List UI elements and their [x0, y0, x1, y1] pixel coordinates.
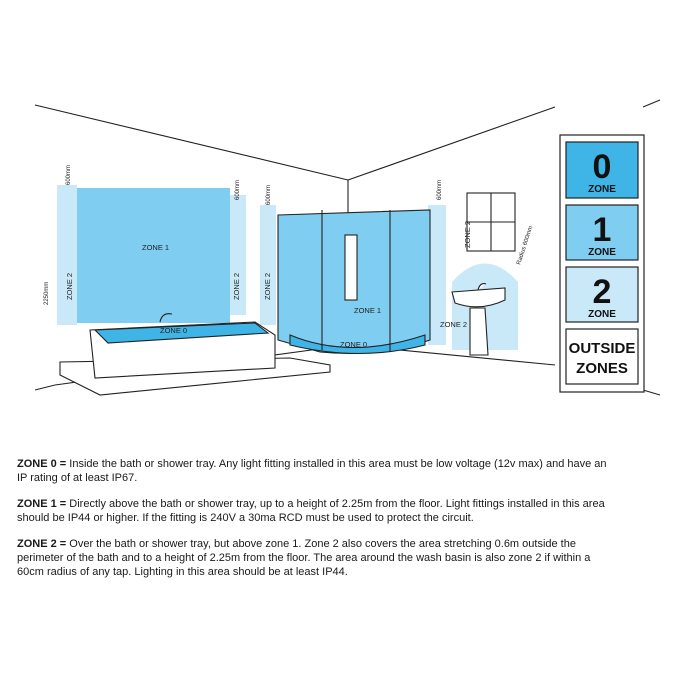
zone-2-right-label: ZONE 2	[263, 272, 272, 300]
key-outside-line2: ZONES	[576, 360, 628, 377]
note-zone-2-text: Over the bath or shower tray, but above zone 1. Zone 2 also covers the area stretching 0.6m outside the perimeter of the bath and to a height of 2.25m from the floor. The area around the wash basin is also zone 2 if within a 60cm radius of any tap. Lighting in this area should be at least IP44.	[17, 538, 591, 578]
key-zone-1-number: 1	[592, 211, 612, 249]
key-zone-0-word: ZONE	[588, 184, 616, 195]
zone-2-left-label: ZONE 2	[65, 272, 74, 300]
zone-key	[560, 135, 644, 392]
key-outside-line1: OUTSIDE	[568, 340, 636, 357]
zone-1-bath-area	[77, 188, 230, 323]
dim-2250: 2250mm	[44, 281, 50, 305]
note-zone-0-title: ZONE 0 =	[17, 458, 67, 470]
zone-1-bath-label: ZONE 1	[142, 243, 170, 252]
dim-600-left: 600mm	[66, 164, 72, 185]
key-zone-0-number: 0	[592, 148, 612, 186]
zone-0-shower-label: ZONE 0	[340, 340, 368, 349]
zone-2-left-strip	[57, 185, 77, 325]
zone-notes	[17, 457, 617, 591]
key-zone-2-number: 2	[592, 273, 612, 311]
note-zone-0	[17, 457, 617, 485]
note-zone-1	[17, 497, 617, 525]
zone-2-mid-label: ZONE 2	[232, 272, 241, 300]
note-zone-0-text: Inside the bath or shower tray. Any light fitting installed in this area must be low voltage (12v max) and have an IP rating of at least IP67.	[17, 458, 607, 484]
note-zone-1-title: ZONE 1 =	[17, 498, 67, 510]
dim-600-shower: 600mm	[437, 179, 443, 200]
shower-enclosure	[278, 210, 430, 354]
zone-2-window-label: ZONE 2	[463, 220, 472, 248]
key-zone-1-word: ZONE	[588, 247, 616, 258]
dim-600-right: 600mm	[266, 184, 272, 205]
note-zone-2-title: ZONE 2 =	[17, 538, 67, 550]
window	[467, 193, 515, 251]
zone-1-shower-label: ZONE 1	[354, 306, 382, 315]
zone-2-basin-label: ZONE 2	[440, 320, 468, 329]
zone-2-right-strip-b	[260, 205, 276, 325]
radius-label: Radius 600mm	[516, 225, 535, 266]
dim-600-mid: 600mm	[235, 179, 241, 200]
key-zone-2-word: ZONE	[588, 309, 616, 320]
zone-0-bath-label: ZONE 0	[160, 326, 188, 335]
note-zone-2	[17, 537, 617, 579]
note-zone-1-text: Directly above the bath or shower tray, up to a height of 2.25m from the floor. Light fittings installed in this area should be IP44 or higher. If the fitting is 240V a 30ma RCD must be used to protect the circuit.	[17, 498, 605, 524]
